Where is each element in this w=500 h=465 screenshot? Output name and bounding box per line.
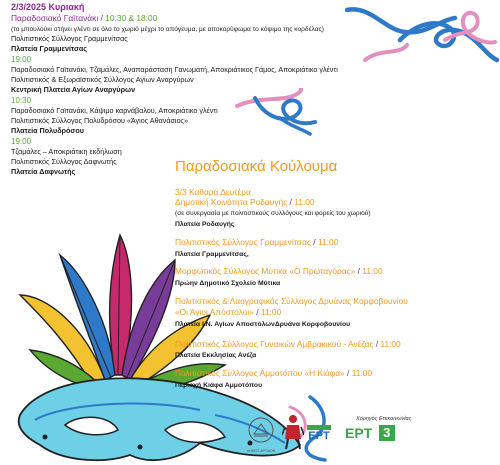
event4-org: Πολιτιστικός Σύλλογος Δαφνωτής xyxy=(11,157,117,166)
koulouma-item-place: Πλατεία Ι.Ν. Αγίων ΑποστόλωνΔρυάνα Κορφοβουνίου xyxy=(175,321,351,328)
event3-place: Πλατεία Πολυδρόσου xyxy=(11,126,84,135)
event2-place: Κεντρική Πλατεία Αγίων Αναργύρων xyxy=(11,85,136,94)
ert3-logo-text: ΕΡΤ xyxy=(345,425,373,441)
event3-desc: Παραδοσιακό Γαϊτανάκι, Κάψιμο καρνάβαλου, Αποκριάτικο γλέντι xyxy=(11,106,218,115)
koulouma-item-org: Πολιτιστικός Σύλλογος Γραμμενίτσας xyxy=(175,237,311,247)
koulouma-item-org: Μορφωτικός Σύλλογος Μύτικα «Ο Πρωταγόρας» xyxy=(175,266,356,276)
ert3-logo-number: 3 xyxy=(379,425,395,441)
koulouma-item: Πολιτιστικός Σύλλογος Γυναικών Αμβρακικού - Ανέζας / 11:00 xyxy=(175,339,401,349)
koulouma-item-org: Πολιτιστικός Σύλλογος Γυναικών Αμβρακικού - Ανέζας xyxy=(175,339,374,349)
event4-desc: Τζαμάλες – Αποκριάτικη εκδήλωση xyxy=(11,147,122,156)
koulouma-item-time: 11:00 xyxy=(380,339,401,349)
municipality-logo-text: ΔΗΜΟΣ ΑΡΤΑΙΩΝ xyxy=(246,449,276,453)
koulouma-item: Πολιτιστικός Σύλλογος Αμμοτόπου «Η Κιάφα» / 11:00 xyxy=(175,368,373,378)
event2-time: 19:00 xyxy=(11,55,32,64)
koulouma-item: Πολιτιστικός Σύλλογος Γραμμενίτσας / 11:00 xyxy=(175,237,339,247)
event1-place: Πλατεία Γραμμενίτσας xyxy=(11,44,88,53)
event2-org: Πολιτιστικός & Εξωραϊστικός Σύλλογος Αγίων Αναργύρων xyxy=(11,75,194,84)
event1-title: Παραδοσιακό Γαϊτανάκι xyxy=(11,13,99,23)
koulouma-item: Μορφωτικός Σύλλογος Μύτικα «Ο Πρωταγόρας» / 11:00 xyxy=(175,266,383,276)
ribbon-decoration xyxy=(345,0,500,75)
koulouma-item: «Οι Άγιοι Απόστολοι» / 11:00 xyxy=(175,307,282,317)
event4-time: 19:00 xyxy=(11,137,32,146)
event3-time: 10:30 xyxy=(11,96,32,105)
event1-note: (το μπουλούκι στήνει γλέντι σε όλο το χωριό μέχρι το απόγευμα, με αποκορύφωμα το κόψιμο της κορδέλας) xyxy=(11,26,324,33)
sunday-date-heading: 2/3/2025 Κυριακή xyxy=(11,2,85,12)
dancer-logo xyxy=(282,413,304,451)
koulouma-item-time: 11:00 xyxy=(362,266,383,276)
koulouma-item-time: 11:00 xyxy=(317,237,339,247)
koulouma-item-org: Πολιτιστικός Σύλλογος Αμμοτόπου «Η Κιάφα» xyxy=(175,368,345,378)
ert-logo-text: ΕΡΤ xyxy=(308,430,330,442)
event3-org: Πολιτιστικός Σύλλογος Πολυδρόσου «Άγιος Αθανάσιος» xyxy=(11,116,188,125)
koulouma-heading: Παραδοσιακά Κούλουμα xyxy=(175,158,338,175)
koulouma-item-org: Δημοτική Κοινότητα Ροδαυγής xyxy=(175,197,288,207)
koulouma-item-time: 11:00 xyxy=(260,307,282,317)
koulouma-date-heading: 3/3 Καθαρά Δευτέρα xyxy=(175,187,251,197)
koulouma-item-place: Πλατεία Εκκλησίας Ανέζα xyxy=(175,352,257,359)
sponsor-label: Χορηγός Επικοινωνίας xyxy=(356,416,412,422)
koulouma-item-place: Πλατεία Ροδαυγής xyxy=(175,221,235,228)
koulouma-item-place: Περιοχή Κιάφα Αμμοτόπου xyxy=(175,382,263,389)
ert3-logo xyxy=(345,424,395,442)
event1-org: Πολιτιστικός Σύλλογος Γραμμενίτσας xyxy=(11,34,128,43)
event2-desc: Παραδοσιακό Γαϊτανάκι, Τζαμάλες, Αναπαράσταση Γανωματή, Αποκριάτικος Γάμος, Αποκριάτικο γλέντι xyxy=(11,65,338,74)
event1-time: 10:30 & 18:00 xyxy=(105,13,158,23)
koulouma-item-time: 11:00 xyxy=(294,197,315,207)
ert-logo xyxy=(305,425,333,447)
ribbon-decoration xyxy=(235,88,325,138)
municipality-logo xyxy=(246,416,276,452)
event1-heading: Παραδοσιακό Γαϊτανάκι / 10:30 & 18:00 xyxy=(11,13,158,23)
koulouma-item-place: Πρώην Δημοτικό Σχολείο Μύτικα xyxy=(175,280,281,287)
koulouma-item-note: (σε συνεργασία με πολιτιστικούς συλλόγους και φορείς του χωριού) xyxy=(175,210,371,217)
koulouma-item-org-line1: Πολιτιστικός & Λαογραφικός Σύλλογος Δρυάνας Κορφοβουνίου xyxy=(175,296,408,306)
koulouma-item: Δημοτική Κοινότητα Ροδαυγής / 11:00 xyxy=(175,197,315,207)
koulouma-item-place: Πλατεία Γραμμενίτσας, xyxy=(175,251,249,258)
koulouma-item-time: 11:00 xyxy=(351,368,373,378)
event4-place: Πλατεία Δαφνωτής xyxy=(11,167,76,176)
koulouma-item-org-line2: «Οι Άγιοι Απόστολοι» xyxy=(175,307,254,317)
